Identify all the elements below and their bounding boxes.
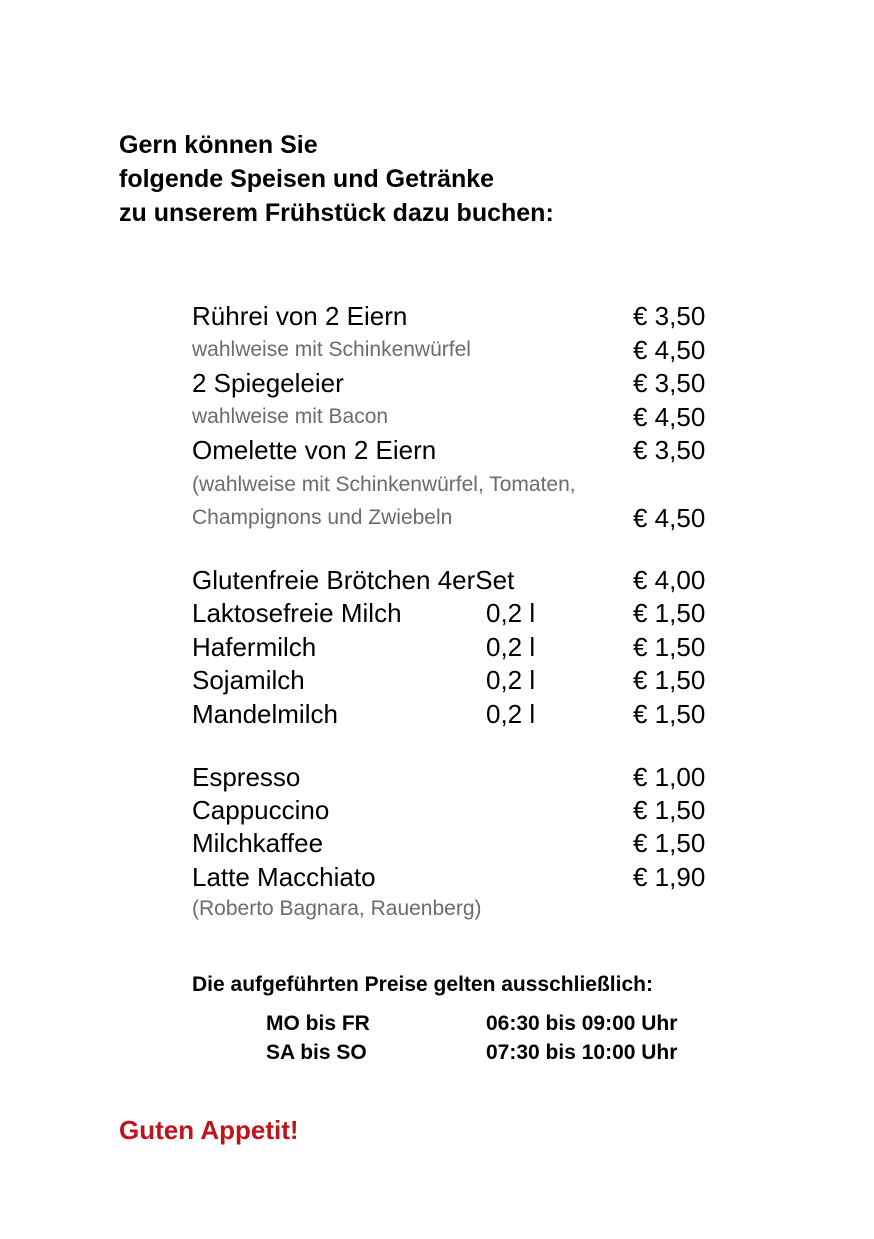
item-price: € 3,50: [633, 368, 706, 398]
intro-line-1: Gern können Sie: [119, 131, 318, 159]
hours-days: SA bis SO: [266, 1041, 367, 1064]
item-name: Laktosefreie Milch: [192, 598, 402, 628]
closing-greeting: Guten Appetit!: [119, 1115, 299, 1145]
item-name: wahlweise mit Bacon: [192, 405, 389, 428]
menu-item-espresso: [192, 761, 732, 793]
item-quantity: 0,2 l: [486, 632, 536, 662]
item-price: € 3,50: [633, 301, 706, 331]
item-quantity: 0,2 l: [486, 665, 536, 695]
menu-item-omelette: [192, 434, 732, 466]
intro-line-2: folgende Speisen und Getränke: [119, 165, 495, 193]
item-name: Latte Macchiato: [192, 862, 376, 892]
menu-item-glutenfrei: [192, 564, 732, 596]
item-name: Omelette von 2 Eiern: [192, 435, 437, 465]
item-name: wahlweise mit Schinkenwürfel: [192, 338, 471, 361]
hours-time: 07:30 bis 10:00 Uhr: [486, 1041, 678, 1064]
menu-item-hafermilch: [192, 631, 732, 663]
item-name: Sojamilch: [192, 665, 305, 695]
item-price: € 4,00: [633, 565, 706, 595]
intro-line-3: zu unserem Frühstück dazu buchen:: [119, 199, 554, 227]
menu-item-spiegeleier: [192, 367, 732, 399]
item-price: € 1,50: [633, 828, 706, 858]
item-name: Mandelmilch: [192, 699, 338, 729]
menu-item-sojamilch: [192, 664, 732, 696]
hours-days: MO bis FR: [266, 1012, 370, 1035]
coffee-supplier-note: (Roberto Bagnara, Rauenberg): [192, 897, 482, 920]
menu-item-latte-macchiato: [192, 861, 732, 893]
menu-item-omelette-option-line-1: [192, 469, 732, 501]
intro-heading: [119, 128, 554, 230]
item-name: Milchkaffee: [192, 828, 324, 858]
item-quantity: 0,2 l: [486, 699, 536, 729]
menu-item-laktosefrei: [192, 597, 732, 629]
item-name: Glutenfreie Brötchen 4erSet: [192, 565, 515, 595]
item-name: (wahlweise mit Schinkenwürfel, Tomaten,: [192, 473, 576, 496]
item-quantity: 0,2 l: [486, 598, 536, 628]
menu-item-mandelmilch: [192, 698, 732, 730]
menu-item-ruehrei-option: [192, 334, 732, 366]
item-price: € 1,50: [633, 665, 706, 695]
item-name: Cappuccino: [192, 795, 330, 825]
item-price: € 1,50: [633, 598, 706, 628]
item-price: € 1,90: [633, 862, 706, 892]
menu-item-omelette-option-line-2: [192, 502, 732, 534]
item-price: € 1,00: [633, 762, 706, 792]
item-price: € 1,50: [633, 795, 706, 825]
hours-time: 06:30 bis 09:00 Uhr: [486, 1012, 678, 1035]
item-price: € 4,50: [633, 335, 706, 365]
menu-item-ruehrei: [192, 300, 732, 332]
item-price: € 1,50: [633, 699, 706, 729]
validity-title: Die aufgeführten Preise gelten ausschließlich:: [192, 973, 653, 996]
item-price: € 1,50: [633, 632, 706, 662]
menu-item-milchkaffee: [192, 827, 732, 859]
menu-item-spiegeleier-option: [192, 401, 732, 433]
item-price: € 4,50: [633, 503, 706, 533]
item-price: € 4,50: [633, 402, 706, 432]
item-name: Espresso: [192, 762, 301, 792]
item-name: 2 Spiegeleier: [192, 368, 344, 398]
item-name: Champignons und Zwiebeln: [192, 506, 453, 529]
item-name: Rührei von 2 Eiern: [192, 301, 408, 331]
item-price: € 3,50: [633, 435, 706, 465]
item-name: Hafermilch: [192, 632, 317, 662]
menu-item-cappuccino: [192, 794, 732, 826]
